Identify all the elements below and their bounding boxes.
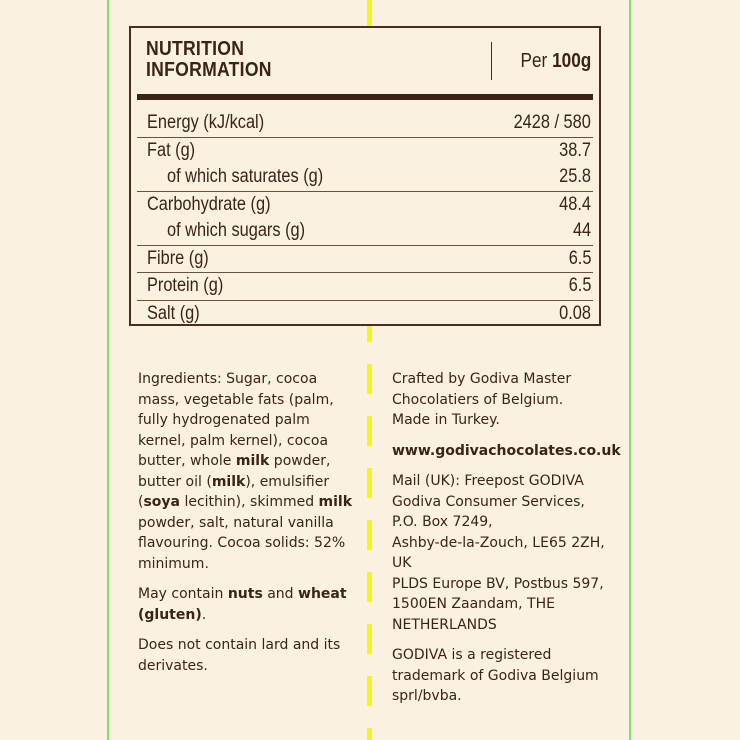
nutrition-table <box>129 26 601 326</box>
nutrition-row-fibre: Fibre (g) 6.5 <box>137 245 593 273</box>
nutrition-rows <box>137 110 593 327</box>
lard-note: Does not contain lard and its derivates. <box>138 637 341 674</box>
right-text-column <box>392 369 632 717</box>
per-100g-label: Per 100g <box>520 50 591 72</box>
left-text-column <box>138 369 363 686</box>
trademark-text: GODIVA is a registered trademark of Godiva Belgium sprl/bvba. <box>392 647 599 704</box>
ingredients-text: Ingredients: Sugar, cocoa mass, vegetable fats (palm, fully hydrogenated palm kernel, palm kernel), cocoa butter, whole milk powder, butter oil (milk), emulsifier (soya lecithin), skimmed milk powder, salt, natural vanilla flavouring. Cocoa solids: 52% minimum. <box>138 371 353 572</box>
nutrition-row-carbohydrate: Carbohydrate (g) 48.4 <box>137 191 593 219</box>
crafted-text: Crafted by Godiva Master Chocolatiers of Belgium. Made in Turkey. <box>392 371 572 428</box>
mail-address: Mail (UK): Freepost GODIVA Godiva Consumer Services, P.O. Box 7249, Ashby-de-la-Zouch, LE65 2ZH, UK PLDS Europe BV, Postbus 597, 1500EN Zaandam, THE NETHERLANDS <box>392 473 605 633</box>
nutrition-table-header <box>131 28 599 94</box>
header-divider <box>491 42 492 80</box>
website-link[interactable]: www.godivachocolates.co.uk <box>392 442 621 459</box>
left-guide-line <box>107 0 109 740</box>
header-rule <box>137 94 593 100</box>
nutrition-row-protein: Protein (g) 6.5 <box>137 272 593 300</box>
nutrition-title: NUTRITION INFORMATION <box>146 38 272 81</box>
nutrition-row-fat: Fat (g) 38.7 <box>137 137 593 165</box>
nutrition-row-saturates: of which saturates (g) 25.8 <box>167 166 591 187</box>
nutrition-row-sugars: of which sugars (g) 44 <box>167 220 591 241</box>
nutrition-row-salt: Salt (g) 0.08 <box>137 300 593 328</box>
nutrition-row-energy: Energy (kJ/kcal) 2428 / 580 <box>147 112 591 133</box>
allergen-warning: May contain nuts and wheat (gluten). <box>138 586 347 623</box>
